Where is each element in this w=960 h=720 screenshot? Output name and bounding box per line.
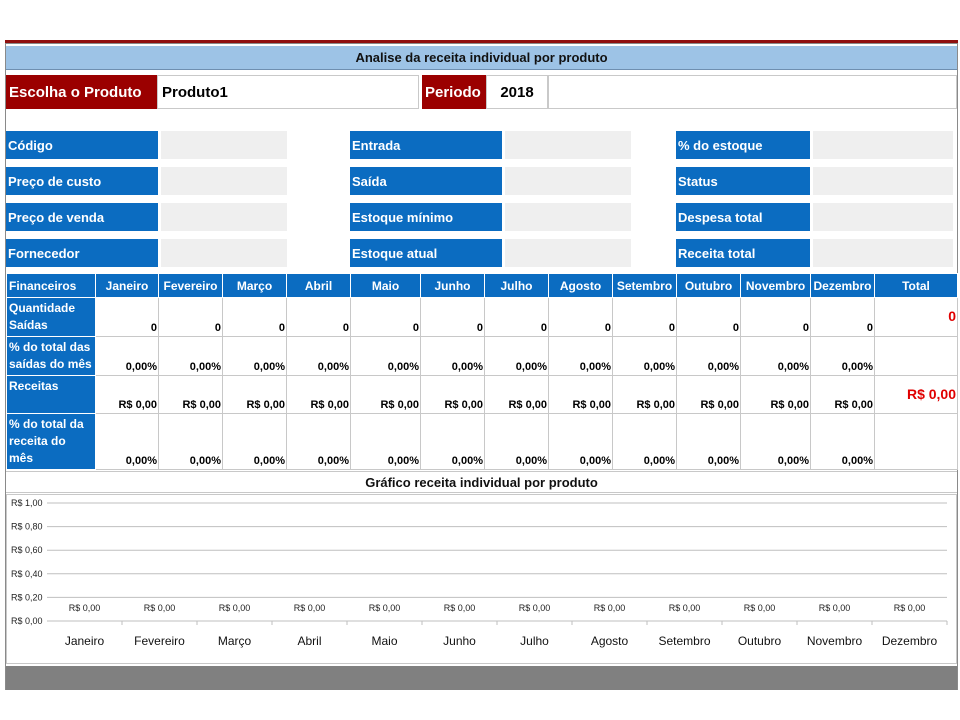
month-header: Dezembro: [811, 274, 875, 298]
table-cell[interactable]: R$ 0,00: [287, 376, 351, 414]
field-despesa-total: [676, 203, 953, 231]
total-cell[interactable]: R$ 0,00: [875, 376, 958, 414]
field-label: Status: [676, 167, 810, 195]
field-codigo: [6, 131, 287, 159]
data-label: R$ 0,00: [518, 603, 551, 613]
total-cell[interactable]: 0: [875, 298, 958, 337]
table-row: [7, 298, 958, 337]
table-cell[interactable]: 0,00%: [287, 337, 351, 376]
month-header: Março: [223, 274, 287, 298]
footer-bar: [6, 666, 957, 690]
table-cell[interactable]: 0: [159, 298, 223, 337]
y-tick-label: R$ 0,00: [11, 616, 43, 626]
field-label: Preço de venda: [6, 203, 158, 231]
table-corner: Financeiros: [7, 274, 96, 298]
table-cell[interactable]: 0: [96, 298, 159, 337]
table-cell[interactable]: 0: [223, 298, 287, 337]
table-cell[interactable]: 0: [549, 298, 613, 337]
table-cell[interactable]: 0,00%: [159, 337, 223, 376]
row-label: % do total da receita do mês: [7, 414, 96, 470]
table-header-row: [7, 274, 958, 298]
table-cell[interactable]: 0: [677, 298, 741, 337]
table-cell[interactable]: 0,00%: [421, 414, 485, 470]
month-header: Novembro: [741, 274, 811, 298]
table-cell[interactable]: R$ 0,00: [96, 376, 159, 414]
field-receita-total: [676, 239, 953, 267]
table-cell[interactable]: 0,00%: [287, 414, 351, 470]
y-tick-label: R$ 0,40: [11, 568, 43, 579]
x-tick-label: Abril: [297, 634, 322, 648]
x-tick-label: Outubro: [737, 634, 782, 648]
table-cell[interactable]: R$ 0,00: [159, 376, 223, 414]
data-label: R$ 0,00: [143, 603, 176, 613]
field-status: [676, 167, 953, 195]
field-label: Estoque atual: [350, 239, 502, 267]
field-label: % do estoque: [676, 131, 810, 159]
table-cell[interactable]: R$ 0,00: [811, 376, 875, 414]
field-label: Despesa total: [676, 203, 810, 231]
table-cell[interactable]: R$ 0,00: [677, 376, 741, 414]
table-cell[interactable]: 0,00%: [811, 414, 875, 470]
table-cell[interactable]: R$ 0,00: [613, 376, 677, 414]
row-label: Receitas: [7, 376, 96, 414]
product-label: Escolha o Produto: [6, 75, 157, 109]
data-label: R$ 0,00: [218, 603, 251, 613]
row-label: % do total das saídas do mês: [7, 337, 96, 376]
field-entrada: [350, 131, 631, 159]
period-input[interactable]: 2018: [486, 75, 548, 109]
table-cell[interactable]: R$ 0,00: [741, 376, 811, 414]
data-label: R$ 0,00: [443, 603, 476, 613]
table-cell[interactable]: 0,00%: [159, 414, 223, 470]
field-label: Estoque mínimo: [350, 203, 502, 231]
table-cell[interactable]: 0: [485, 298, 549, 337]
table-cell[interactable]: 0,00%: [351, 337, 421, 376]
month-header: Abril: [287, 274, 351, 298]
table-cell[interactable]: 0,00%: [549, 414, 613, 470]
product-selector-row: [6, 75, 957, 109]
month-header: Janeiro: [96, 274, 159, 298]
row-label: Quantidade Saídas: [7, 298, 96, 337]
data-label: R$ 0,00: [368, 603, 401, 613]
table-cell[interactable]: 0,00%: [96, 337, 159, 376]
table-cell[interactable]: 0,00%: [549, 337, 613, 376]
field-label: Preço de custo: [6, 167, 158, 195]
field-preco-venda: [6, 203, 287, 231]
x-tick-label: Junho: [443, 634, 476, 648]
month-header: Outubro: [677, 274, 741, 298]
data-label: R$ 0,00: [818, 603, 851, 613]
month-header: Junho: [421, 274, 485, 298]
table-cell[interactable]: 0,00%: [741, 337, 811, 376]
table-cell[interactable]: 0,00%: [223, 337, 287, 376]
y-tick-label: R$ 0,20: [11, 592, 43, 603]
table-row: [7, 337, 958, 376]
field-value[interactable]: [505, 203, 631, 231]
table-cell[interactable]: 0,00%: [485, 414, 549, 470]
data-label: R$ 0,00: [743, 603, 776, 613]
x-tick-label: Novembro: [806, 634, 863, 648]
data-label: R$ 0,00: [293, 603, 326, 613]
field-label: Código: [6, 131, 158, 159]
table-cell[interactable]: 0: [741, 298, 811, 337]
field-fornecedor: [6, 239, 287, 267]
period-label: Periodo: [422, 75, 486, 109]
month-header: Setembro: [613, 274, 677, 298]
y-tick-label: R$ 0,60: [11, 545, 43, 556]
table-cell[interactable]: 0,00%: [811, 337, 875, 376]
table-cell[interactable]: 0: [351, 298, 421, 337]
y-tick-label: R$ 1,00: [11, 498, 43, 508]
field-label: Receita total: [676, 239, 810, 267]
table-row: [7, 414, 958, 470]
field-label: Fornecedor: [6, 239, 158, 267]
x-tick-label: Março: [217, 634, 252, 648]
data-label: R$ 0,00: [668, 603, 701, 613]
table-cell[interactable]: 0,00%: [741, 414, 811, 470]
x-tick-label: Janeiro: [64, 634, 105, 648]
table-cell[interactable]: 0: [421, 298, 485, 337]
page-title: Analise da receita individual por produto: [6, 46, 957, 70]
data-label: R$ 0,00: [593, 603, 626, 613]
table-cell[interactable]: R$ 0,00: [485, 376, 549, 414]
table-cell[interactable]: 0: [287, 298, 351, 337]
chart-title: Gráfico receita individual por produto: [6, 471, 957, 493]
table-cell[interactable]: 0,00%: [485, 337, 549, 376]
table-cell[interactable]: 0,00%: [351, 414, 421, 470]
field-value[interactable]: [813, 203, 953, 231]
field-saida: [350, 167, 631, 195]
total-cell[interactable]: [875, 414, 958, 470]
table-cell[interactable]: 0,00%: [421, 337, 485, 376]
data-label: R$ 0,00: [68, 603, 101, 613]
table-cell[interactable]: R$ 0,00: [421, 376, 485, 414]
month-header: Fevereiro: [159, 274, 223, 298]
field-pct-estoque: [676, 131, 953, 159]
table-cell[interactable]: 0,00%: [677, 337, 741, 376]
x-tick-label: Julho: [520, 634, 549, 648]
table-cell[interactable]: 0,00%: [96, 414, 159, 470]
field-value[interactable]: [813, 239, 953, 267]
field-value[interactable]: [161, 131, 287, 159]
field-label: Entrada: [350, 131, 502, 159]
table-cell[interactable]: 0,00%: [677, 414, 741, 470]
table-cell[interactable]: R$ 0,00: [351, 376, 421, 414]
table-cell[interactable]: 0,00%: [223, 414, 287, 470]
x-tick-label: Maio: [371, 634, 398, 648]
month-header: Julho: [485, 274, 549, 298]
table-cell[interactable]: R$ 0,00: [223, 376, 287, 414]
field-value[interactable]: [161, 239, 287, 267]
field-value[interactable]: [813, 167, 953, 195]
x-tick-label: Agosto: [590, 634, 629, 648]
table-cell[interactable]: 0: [613, 298, 677, 337]
revenue-chart: [6, 494, 957, 664]
field-label: Saída: [350, 167, 502, 195]
financial-table: [6, 273, 958, 470]
month-header: Maio: [351, 274, 421, 298]
month-header: Agosto: [549, 274, 613, 298]
data-label: R$ 0,00: [893, 603, 926, 613]
field-estoque-atual: [350, 239, 631, 267]
field-value[interactable]: [505, 131, 631, 159]
product-select[interactable]: Produto1: [157, 75, 419, 109]
chart-svg: [7, 495, 956, 663]
field-estoque-minimo: [350, 203, 631, 231]
x-tick-label: Dezembro: [881, 634, 938, 648]
x-tick-label: Fevereiro: [134, 634, 185, 648]
table-row: [7, 376, 958, 414]
field-preco-custo: [6, 167, 287, 195]
total-header: Total: [875, 274, 958, 298]
field-value[interactable]: [161, 167, 287, 195]
spreadsheet: [5, 43, 958, 690]
field-value[interactable]: [505, 239, 631, 267]
table-cell[interactable]: 0: [811, 298, 875, 337]
table-cell[interactable]: 0,00%: [613, 414, 677, 470]
table-cell[interactable]: 0,00%: [613, 337, 677, 376]
total-cell[interactable]: [875, 337, 958, 376]
x-tick-label: Setembro: [658, 634, 711, 648]
empty-cell: [548, 75, 957, 109]
field-value[interactable]: [505, 167, 631, 195]
field-value[interactable]: [161, 203, 287, 231]
table-cell[interactable]: R$ 0,00: [549, 376, 613, 414]
field-value[interactable]: [813, 131, 953, 159]
y-tick-label: R$ 0,80: [11, 521, 43, 532]
